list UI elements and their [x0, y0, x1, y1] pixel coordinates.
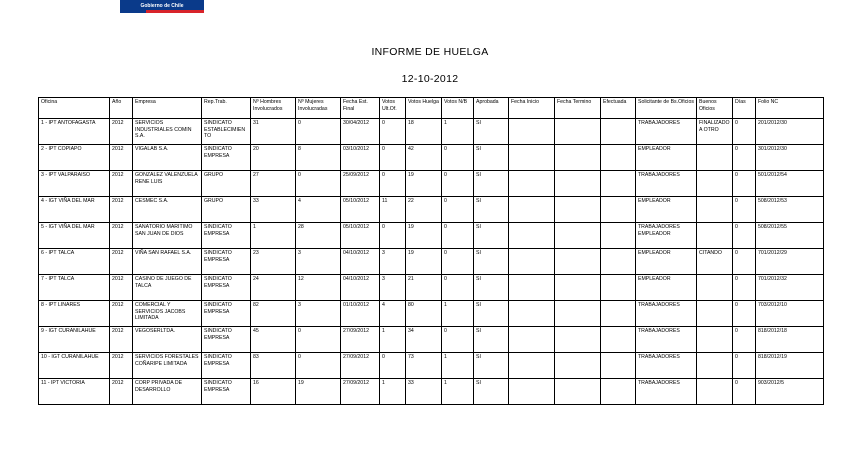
table-row	[39, 327, 824, 353]
table-cell	[509, 223, 555, 249]
table-cell: SANATORIO MARITIMO SAN JUAN DE DIOS	[133, 223, 202, 249]
table-cell: 0	[733, 327, 756, 353]
table-cell: 0	[380, 353, 406, 379]
table-cell: 03/10/2012	[341, 145, 380, 171]
table-cell: 27	[251, 171, 296, 197]
column-header: Folio NC	[756, 98, 824, 119]
table-cell: 23	[251, 249, 296, 275]
table-cell: GRUPO	[202, 171, 251, 197]
table-cell: 24	[251, 275, 296, 301]
table-cell: 19	[296, 379, 341, 405]
table-cell: SINDICATO EMPRESA	[202, 301, 251, 327]
table-cell: 45	[251, 327, 296, 353]
table-cell: TRABAJADORES EMPLEADOR	[636, 223, 697, 249]
table-cell: 3	[380, 249, 406, 275]
table-cell: SI	[474, 327, 509, 353]
table-cell: CESMEC S.A.	[133, 197, 202, 223]
table-cell: 0	[733, 197, 756, 223]
table-cell	[509, 301, 555, 327]
table-cell: 2012	[110, 171, 133, 197]
table-cell: 0	[296, 353, 341, 379]
table-cell: TRABAJADORES	[636, 327, 697, 353]
table-cell: VEGOSERLTDA.	[133, 327, 202, 353]
table-row	[39, 379, 824, 405]
table-header-row	[39, 98, 824, 119]
table-cell: 701/2012/29	[756, 249, 824, 275]
table-cell: SI	[474, 119, 509, 145]
table-cell: 0	[442, 197, 474, 223]
table-cell: 0	[380, 223, 406, 249]
table-cell	[509, 197, 555, 223]
table-cell: 2012	[110, 353, 133, 379]
table-cell: 10 - IGT CURANILAHUE	[39, 353, 110, 379]
table-cell: TRABAJADORES	[636, 119, 697, 145]
table-cell	[697, 353, 733, 379]
table-row	[39, 119, 824, 145]
table-cell: GRUPO	[202, 197, 251, 223]
table-cell	[555, 379, 601, 405]
table-cell: 33	[406, 379, 442, 405]
column-header: Votos N/B	[442, 98, 474, 119]
table-cell	[697, 171, 733, 197]
table-cell: SI	[474, 353, 509, 379]
column-header: Buenos Oficios	[697, 98, 733, 119]
table-cell: 1	[442, 301, 474, 327]
table-cell	[601, 275, 636, 301]
table-cell: 82	[251, 301, 296, 327]
table-cell: 1	[251, 223, 296, 249]
table-cell: 703/2012/10	[756, 301, 824, 327]
table-cell	[697, 223, 733, 249]
table-cell: 0	[733, 275, 756, 301]
table-cell: 0	[296, 119, 341, 145]
column-header: Rep.Trab.	[202, 98, 251, 119]
table-row	[39, 301, 824, 327]
table-cell	[509, 379, 555, 405]
table-cell: 3	[380, 275, 406, 301]
table-cell: 0	[733, 379, 756, 405]
table-cell: 5 - IGT VIÑA DEL MAR	[39, 223, 110, 249]
table-row	[39, 275, 824, 301]
table-cell: SINDICATO ESTABLECIMIENTO	[202, 119, 251, 145]
table-cell: 27/09/2012	[341, 327, 380, 353]
column-header: Empresa	[133, 98, 202, 119]
table-cell: 27/09/2012	[341, 353, 380, 379]
table-cell: 0	[296, 327, 341, 353]
table-cell	[555, 223, 601, 249]
table-cell	[697, 275, 733, 301]
table-cell: SERVICIOS FORESTALES COÑARIPE LIMITADA	[133, 353, 202, 379]
table-cell: SI	[474, 275, 509, 301]
table-cell	[601, 249, 636, 275]
table-cell	[509, 327, 555, 353]
table-cell: 0	[380, 145, 406, 171]
table-cell: 201/2012/30	[756, 119, 824, 145]
table-cell: COMERCIAL Y SERVICIOS JACOBS LIMITADA	[133, 301, 202, 327]
table-cell	[555, 197, 601, 223]
table-cell: EMPLEADOR	[636, 197, 697, 223]
table-cell: GONZALEZ VALENZUELA RENE LUIS	[133, 171, 202, 197]
table-cell: SI	[474, 301, 509, 327]
table-cell: 0	[442, 171, 474, 197]
table-cell	[697, 379, 733, 405]
table-cell: SINDICATO EMPRESA	[202, 379, 251, 405]
table-cell	[601, 327, 636, 353]
table-row	[39, 353, 824, 379]
table-cell: 508/2012/55	[756, 223, 824, 249]
table-cell: 0	[442, 275, 474, 301]
table-cell: SINDICATO EMPRESA	[202, 145, 251, 171]
table-cell: 0	[733, 353, 756, 379]
table-cell: 4 - IGT VIÑA DEL MAR	[39, 197, 110, 223]
table-cell: 19	[406, 223, 442, 249]
table-cell: 42	[406, 145, 442, 171]
table-cell: 30/04/2012	[341, 119, 380, 145]
table-cell: 1	[442, 119, 474, 145]
table-cell: 0	[380, 171, 406, 197]
table-cell: 11	[380, 197, 406, 223]
table-cell: 1	[442, 379, 474, 405]
table-cell	[555, 353, 601, 379]
table-cell	[601, 379, 636, 405]
column-header: Fecha Inicio	[509, 98, 555, 119]
table-cell: 1	[442, 353, 474, 379]
column-header: Nº Mujeres Involucradas	[296, 98, 341, 119]
table-cell: 818/2012/19	[756, 353, 824, 379]
table-cell	[555, 275, 601, 301]
table-cell: 0	[380, 119, 406, 145]
table-cell	[555, 119, 601, 145]
table-cell: EMPLEADOR	[636, 275, 697, 301]
table-cell: 83	[251, 353, 296, 379]
table-cell: CORP PRIVADA DE DESARROLLO	[133, 379, 202, 405]
table-cell: 6 - IPT TALCA	[39, 249, 110, 275]
table-cell	[555, 327, 601, 353]
table-cell: 508/2012/53	[756, 197, 824, 223]
table-cell: SERVICIOS INDUSTRIALES COMIN S.A.	[133, 119, 202, 145]
table-cell	[601, 145, 636, 171]
table-cell: 2012	[110, 197, 133, 223]
table-cell: TRABAJADORES	[636, 301, 697, 327]
table-cell	[555, 249, 601, 275]
table-cell: SI	[474, 223, 509, 249]
table-cell: 19	[406, 249, 442, 275]
table-cell: 0	[296, 171, 341, 197]
table-cell: SINDICATO EMPRESA	[202, 353, 251, 379]
column-header: Oficina	[39, 98, 110, 119]
table-cell: 0	[733, 171, 756, 197]
report-title: INFORME DE HUELGA	[371, 46, 489, 58]
table-cell: 04/10/2012	[341, 249, 380, 275]
table-cell	[601, 301, 636, 327]
column-header: Fecha Termino	[555, 98, 601, 119]
table-cell: 3 - IPT VALPARAISO	[39, 171, 110, 197]
table-cell	[697, 145, 733, 171]
table-cell: 0	[442, 249, 474, 275]
table-cell: TRABAJADORES	[636, 353, 697, 379]
table-cell	[555, 171, 601, 197]
report-date: 12-10-2012	[401, 73, 459, 85]
table-cell: 7 - IPT TALCA	[39, 275, 110, 301]
table-cell	[555, 301, 601, 327]
table-cell: 301/2012/30	[756, 145, 824, 171]
table-cell	[601, 119, 636, 145]
table-cell	[509, 275, 555, 301]
column-header: Fecha Est. Final	[341, 98, 380, 119]
table-cell: 701/2012/32	[756, 275, 824, 301]
table-cell: SINDICATO EMPRESA	[202, 327, 251, 353]
table-cell: 4	[380, 301, 406, 327]
table-cell: 0	[442, 327, 474, 353]
table-cell: 1 - IPT ANTOFAGASTA	[39, 119, 110, 145]
table-cell: 9 - IGT CURANILAHUE	[39, 327, 110, 353]
table-cell: 0	[733, 119, 756, 145]
table-cell	[601, 353, 636, 379]
table-row	[39, 197, 824, 223]
table-row	[39, 223, 824, 249]
table-cell	[555, 145, 601, 171]
column-header: Efectuada	[601, 98, 636, 119]
table-cell	[509, 353, 555, 379]
table-cell: VIÑA SAN RAFAEL S.A.	[133, 249, 202, 275]
table-cell: 2012	[110, 249, 133, 275]
column-header: Nº Hombres Involucrados	[251, 98, 296, 119]
table-cell: SI	[474, 171, 509, 197]
table-cell: EMPLEADOR	[636, 145, 697, 171]
table-cell: 2012	[110, 223, 133, 249]
table-cell: 1	[380, 379, 406, 405]
table-cell: 2012	[110, 301, 133, 327]
table-cell: SINDICATO EMPRESA	[202, 275, 251, 301]
government-logo	[120, 0, 204, 13]
table-cell	[509, 119, 555, 145]
table-cell	[601, 171, 636, 197]
table-cell: 80	[406, 301, 442, 327]
table-cell: 19	[406, 171, 442, 197]
column-header: Votos Huelga	[406, 98, 442, 119]
table-row	[39, 249, 824, 275]
table-cell: SI	[474, 145, 509, 171]
table-cell: 11 - IPT VICTORIA	[39, 379, 110, 405]
table-cell	[697, 301, 733, 327]
table-cell: 2012	[110, 119, 133, 145]
column-header: Aprobada	[474, 98, 509, 119]
table-cell	[697, 327, 733, 353]
column-header: Votos Ult.Of.	[380, 98, 406, 119]
column-header: Solicitante de Bs.Oficios	[636, 98, 697, 119]
table-cell: 0	[733, 301, 756, 327]
table-cell	[509, 171, 555, 197]
table-cell	[509, 249, 555, 275]
table-cell: 8	[296, 145, 341, 171]
table-cell: 33	[251, 197, 296, 223]
table-cell: CITANDO	[697, 249, 733, 275]
table-cell: 28	[296, 223, 341, 249]
table-cell: SINDICATO EMPRESA	[202, 249, 251, 275]
table-cell: 01/10/2012	[341, 301, 380, 327]
table-cell: 3	[296, 301, 341, 327]
table-cell: 1	[380, 327, 406, 353]
table-cell	[509, 145, 555, 171]
table-cell: 73	[406, 353, 442, 379]
table-cell: 0	[733, 249, 756, 275]
table-cell: 501/2012/54	[756, 171, 824, 197]
table-cell: SI	[474, 197, 509, 223]
table-cell: 0	[733, 145, 756, 171]
table-cell: 04/10/2012	[341, 275, 380, 301]
column-header: Días	[733, 98, 756, 119]
table-cell: 18	[406, 119, 442, 145]
table-cell: 2012	[110, 145, 133, 171]
table-cell: 21	[406, 275, 442, 301]
table-cell: 34	[406, 327, 442, 353]
table-cell: 2012	[110, 379, 133, 405]
table-row	[39, 145, 824, 171]
column-header: Año	[110, 98, 133, 119]
table-cell	[601, 197, 636, 223]
table-cell: 0	[442, 145, 474, 171]
table-cell: TRABAJADORES	[636, 171, 697, 197]
logo-text: Gobierno de Chile	[140, 3, 184, 9]
table-cell: 05/10/2012	[341, 223, 380, 249]
table-cell: SI	[474, 249, 509, 275]
table-cell: 12	[296, 275, 341, 301]
table-cell: SINDICATO EMPRESA	[202, 223, 251, 249]
table-cell: 05/10/2012	[341, 197, 380, 223]
table-cell: 20	[251, 145, 296, 171]
table-cell	[601, 223, 636, 249]
table-cell: 818/2012/18	[756, 327, 824, 353]
table-cell: 0	[733, 223, 756, 249]
table-cell: 0	[442, 223, 474, 249]
table-cell: 27/09/2012	[341, 379, 380, 405]
table-cell: 8 - IPT LINARES	[39, 301, 110, 327]
strike-report-table	[38, 97, 824, 405]
table-cell: 4	[296, 197, 341, 223]
table-cell: 2 - IPT COPIAPO	[39, 145, 110, 171]
table-cell: 903/2012/5	[756, 379, 824, 405]
table-cell: 2012	[110, 275, 133, 301]
table-cell: 16	[251, 379, 296, 405]
table-cell: 22	[406, 197, 442, 223]
table-cell: 2012	[110, 327, 133, 353]
table-cell: TRABAJADORES	[636, 379, 697, 405]
table-cell: CASINO DE JUEGO DE TALCA	[133, 275, 202, 301]
table-cell: 3	[296, 249, 341, 275]
table-cell: 25/09/2012	[341, 171, 380, 197]
table-cell: EMPLEADOR	[636, 249, 697, 275]
table-cell: FINALIZADO A OTRO	[697, 119, 733, 145]
table-cell: 31	[251, 119, 296, 145]
table-cell: SI	[474, 379, 509, 405]
table-cell	[697, 197, 733, 223]
table-row	[39, 171, 824, 197]
table-cell: VIGALAB S.A.	[133, 145, 202, 171]
